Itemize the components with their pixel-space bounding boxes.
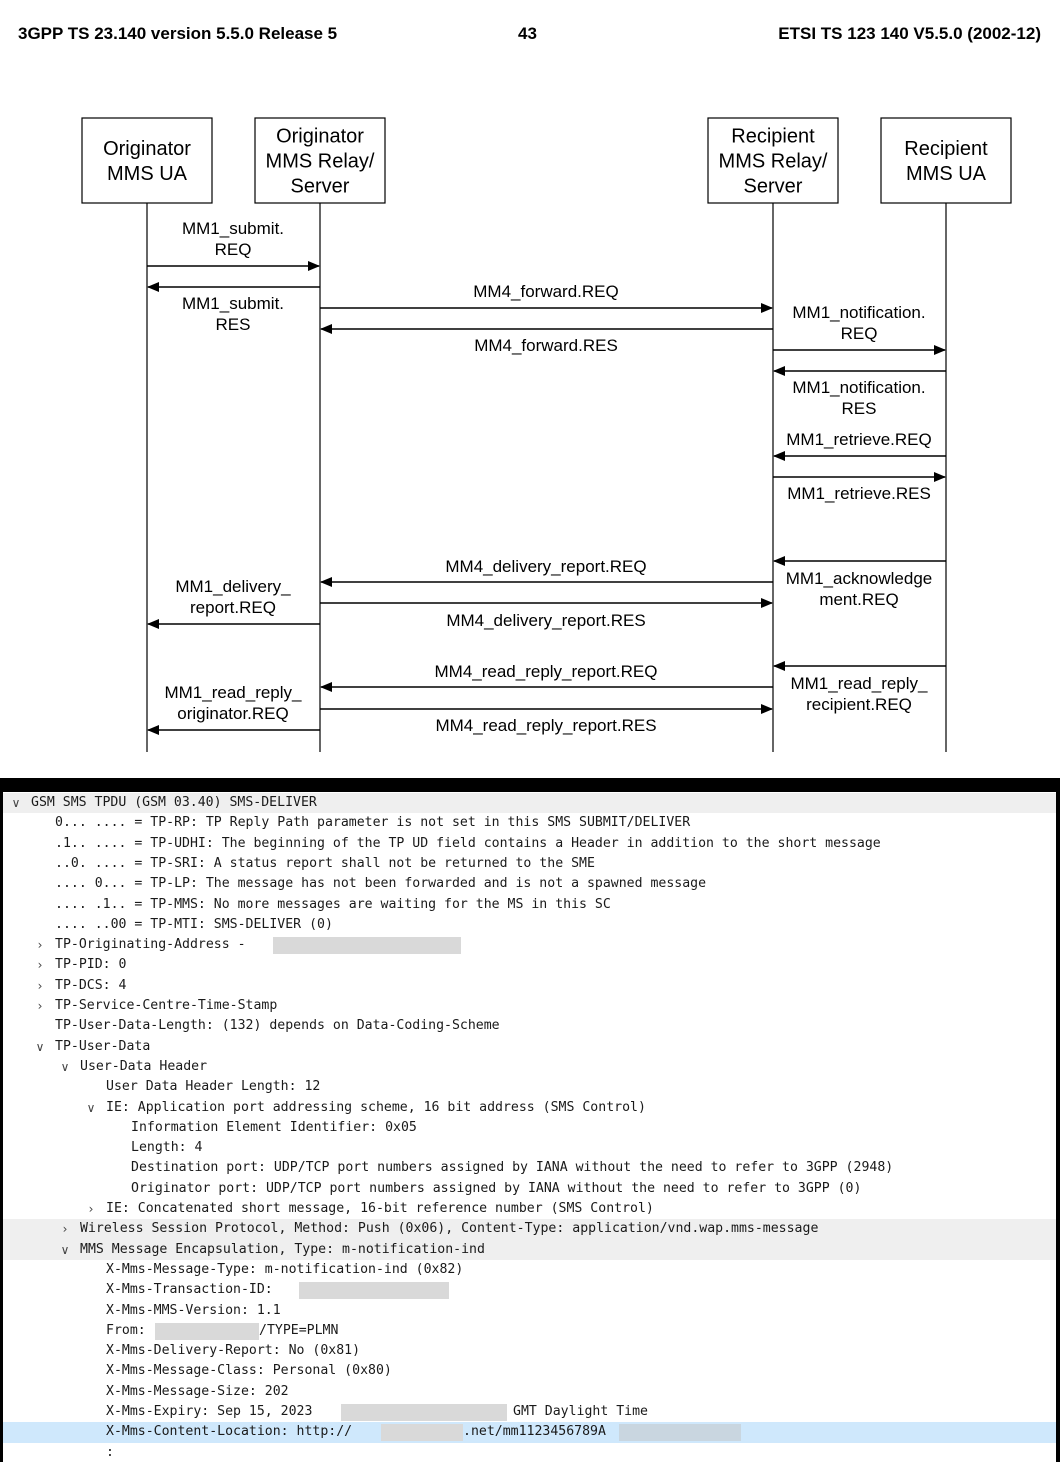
tree-row-text: .... .1.. = TP-MMS: No more messages are waiting for the MS in this SC: [55, 896, 611, 912]
tree-row-text: 0... .... = TP-RP: TP Reply Path parameter is not set in this SMS SUBMIT/DELIVER: [55, 815, 691, 831]
tree-row-text: User-Data Header: [80, 1058, 208, 1074]
tree-row-text: ..0. .... = TP-SRI: A status report shall not be returned to the SME: [55, 855, 595, 871]
redaction-block: [341, 1404, 507, 1421]
tree-row[interactable]: [3, 1179, 1056, 1199]
tree-row-text: X-Mms-Delivery-Report: No (0x81): [106, 1343, 361, 1359]
tree-row[interactable]: [3, 935, 1056, 955]
lifeline-label-originator-relay: MMS Relay/: [265, 150, 375, 173]
tree-row[interactable]: [3, 1077, 1056, 1097]
lifeline-label-recipient-ua: MMS UA: [906, 163, 986, 185]
redaction-block: [619, 1424, 741, 1441]
tree-row-text: From:: [106, 1322, 146, 1338]
header-etsi-reference: ETSI TS 123 140 V5.5.0 (2002-12): [778, 24, 1041, 43]
tree-row-text: X-Mms-Expiry: Sep 15, 2023: [106, 1404, 313, 1419]
lifeline-label-originator-relay: Server: [290, 175, 350, 198]
redaction-block: [155, 1323, 259, 1340]
message-label: MM4_delivery_report.RES: [446, 611, 646, 630]
tree-row[interactable]: [3, 793, 1056, 813]
tree-row-text: Destination port: UDP/TCP port numbers assigned by IANA without the need to refer to 3GPP (2948): [131, 1160, 894, 1176]
tree-row-text: Information Element Identifier: 0x05: [131, 1119, 417, 1135]
tree-row-text: TP-User-Data: [55, 1038, 151, 1054]
tree-row[interactable]: [3, 895, 1056, 915]
tree-row[interactable]: [3, 854, 1056, 874]
message-label: MM4_forward.RES: [474, 336, 618, 355]
tree-row[interactable]: [3, 813, 1056, 833]
tree-row[interactable]: [3, 1443, 1056, 1462]
message-label: MM1_submit.: [181, 219, 285, 238]
lifeline-label-recipient-relay: Recipient: [731, 125, 815, 148]
message-label: MM1_notification.: [792, 303, 926, 322]
tree-row[interactable]: [3, 1321, 1056, 1341]
chevron-right-icon[interactable]: ›: [37, 958, 43, 973]
lifeline-label-recipient-ua: Recipient: [904, 138, 988, 160]
tree-row-suffix: /TYPE=PLMN: [259, 1322, 339, 1338]
tree-row[interactable]: [3, 1422, 1056, 1442]
redaction-block: [273, 937, 461, 954]
tree-row[interactable]: [3, 1382, 1056, 1402]
tree-row-text: .... ..00 = TP-MTI: SMS-DELIVER (0): [55, 916, 333, 932]
tree-row-text: X-Mms-Transaction-ID:: [106, 1282, 273, 1298]
tree-row-text: .... 0... = TP-LP: The message has not been forwarded and is not a spawned message: [55, 876, 707, 892]
message-label: REQ: [214, 240, 252, 259]
tree-row-text: TP-DCS: 4: [55, 977, 127, 993]
tree-row[interactable]: [3, 1199, 1056, 1219]
tree-row-text: X-Mms-Message-Type: m-notification-ind (0x82): [106, 1261, 464, 1277]
message-label: MM4_forward.REQ: [473, 282, 619, 301]
tree-row[interactable]: [3, 1280, 1056, 1300]
message-label: report.REQ: [190, 598, 276, 617]
message-label: MM1_delivery_: [175, 577, 291, 596]
tree-row-text: Length: 4: [131, 1140, 203, 1156]
message-label: MM1_retrieve.RES: [787, 484, 931, 503]
tree-row-text: IE: Application port addressing scheme, 16 bit address (SMS Control): [106, 1099, 646, 1115]
message-label: MM4_read_reply_report.REQ: [434, 662, 658, 681]
tree-row[interactable]: [3, 1016, 1056, 1036]
tree-row-text: User Data Header Length: 12: [106, 1079, 321, 1095]
tree-row[interactable]: [3, 1057, 1056, 1077]
tree-row[interactable]: [3, 1158, 1056, 1178]
chevron-right-icon[interactable]: ›: [37, 978, 43, 993]
tree-row[interactable]: [3, 955, 1056, 975]
tree-row-text: TP-Service-Centre-Time-Stamp: [55, 998, 278, 1013]
tree-row-text: :: [106, 1444, 114, 1460]
tree-row[interactable]: [3, 1402, 1056, 1422]
message-label: MM1_acknowledge: [785, 569, 933, 588]
lifeline-box-originator-ua: [82, 118, 212, 203]
tree-row[interactable]: [3, 834, 1056, 854]
header-page-number: 43: [518, 24, 537, 43]
tree-row-suffix: .net/mm1123456789A: [463, 1424, 606, 1440]
tree-row-text: Wireless Session Protocol, Method: Push (0x06), Content-Type: application/vnd.wap.mms-message: [80, 1221, 819, 1237]
tree-row-text: TP-User-Data-Length: (132) depends on Data-Coding-Scheme: [55, 1018, 500, 1034]
tree-row-text: .1.. .... = TP-UDHI: The beginning of the TP UD field contains a Header in addition to the short message: [55, 835, 881, 851]
chevron-right-icon[interactable]: ›: [37, 999, 43, 1013]
tree-row[interactable]: [3, 1118, 1056, 1138]
tree-row-text: GSM SMS TPDU (GSM 03.40) SMS-DELIVER: [31, 795, 317, 810]
message-label: recipient.REQ: [806, 695, 912, 714]
tree-row[interactable]: [3, 996, 1056, 1016]
tree-row[interactable]: [3, 1301, 1056, 1321]
tree-row[interactable]: [3, 1098, 1056, 1118]
lifeline-label-originator-relay: Originator: [276, 125, 364, 148]
chevron-down-icon[interactable]: ∨: [11, 796, 21, 810]
chevron-right-icon[interactable]: ›: [88, 1202, 94, 1216]
lifeline-box-recipient-ua: [881, 118, 1011, 203]
chevron-right-icon[interactable]: ›: [37, 938, 43, 953]
message-label: MM1_read_reply_: [164, 683, 302, 702]
message-label: ment.REQ: [819, 590, 899, 609]
redaction-block: [299, 1282, 449, 1299]
tree-row-text: TP-Originating-Address -: [55, 937, 246, 953]
chevron-down-icon[interactable]: ∨: [60, 1059, 70, 1074]
tree-row-text: X-Mms-Message-Class: Personal (0x80): [106, 1363, 392, 1379]
tree-row[interactable]: [3, 1260, 1056, 1280]
message-label: MM1_notification.: [792, 378, 926, 397]
chevron-down-icon[interactable]: ∨: [60, 1242, 70, 1257]
message-label: MM4_read_reply_report.RES: [435, 716, 657, 735]
tree-row[interactable]: [3, 1138, 1056, 1158]
tree-row[interactable]: [3, 1341, 1056, 1361]
tree-row[interactable]: [3, 976, 1056, 996]
chevron-down-icon[interactable]: ∨: [86, 1100, 96, 1115]
tree-row-text: X-Mms-MMS-Version: 1.1: [106, 1302, 281, 1318]
tree-row-text: Originator port: UDP/TCP port numbers assigned by IANA without the need to refer to 3GPP (0): [131, 1180, 862, 1196]
message-label: REQ: [840, 324, 878, 343]
tree-row-text: X-Mms-Message-Size: 202: [106, 1383, 289, 1399]
message-label: RES: [215, 315, 251, 334]
tree-row-text: IE: Concatenated short message, 16-bit reference number (SMS Control): [106, 1201, 654, 1216]
tree-row[interactable]: [3, 1240, 1056, 1260]
tree-row[interactable]: [3, 915, 1056, 935]
redaction-block: [381, 1424, 463, 1441]
message-label: RES: [841, 399, 877, 418]
message-label: MM1_read_reply_: [790, 674, 928, 693]
tree-row[interactable]: [3, 1037, 1056, 1057]
tree-row-suffix: GMT Daylight Time: [513, 1404, 648, 1419]
lifeline-label-recipient-relay: Server: [743, 175, 803, 198]
tree-row-text: X-Mms-Content-Location: http://: [106, 1424, 353, 1440]
lifeline-label-originator-ua: Originator: [103, 138, 191, 160]
message-label: MM1_submit.: [181, 294, 285, 313]
tree-row-text: TP-PID: 0: [55, 957, 127, 973]
tree-row[interactable]: [3, 1361, 1056, 1381]
tree-row[interactable]: [3, 874, 1056, 894]
tree-row[interactable]: [3, 1219, 1056, 1239]
chevron-right-icon[interactable]: ›: [62, 1222, 68, 1237]
lifeline-label-recipient-relay: MMS Relay/: [718, 150, 828, 173]
packet-details-pane[interactable]: [0, 792, 1056, 1462]
chevron-down-icon[interactable]: ∨: [35, 1039, 45, 1054]
message-label: originator.REQ: [177, 704, 289, 723]
tree-row-text: MMS Message Encapsulation, Type: m-notification-ind: [80, 1241, 485, 1257]
message-label: MM1_retrieve.REQ: [786, 430, 932, 449]
message-label: MM4_delivery_report.REQ: [445, 557, 647, 576]
lifeline-label-originator-ua: MMS UA: [107, 163, 187, 185]
header-spec-version: 3GPP TS 23.140 version 5.5.0 Release 5: [18, 24, 338, 43]
